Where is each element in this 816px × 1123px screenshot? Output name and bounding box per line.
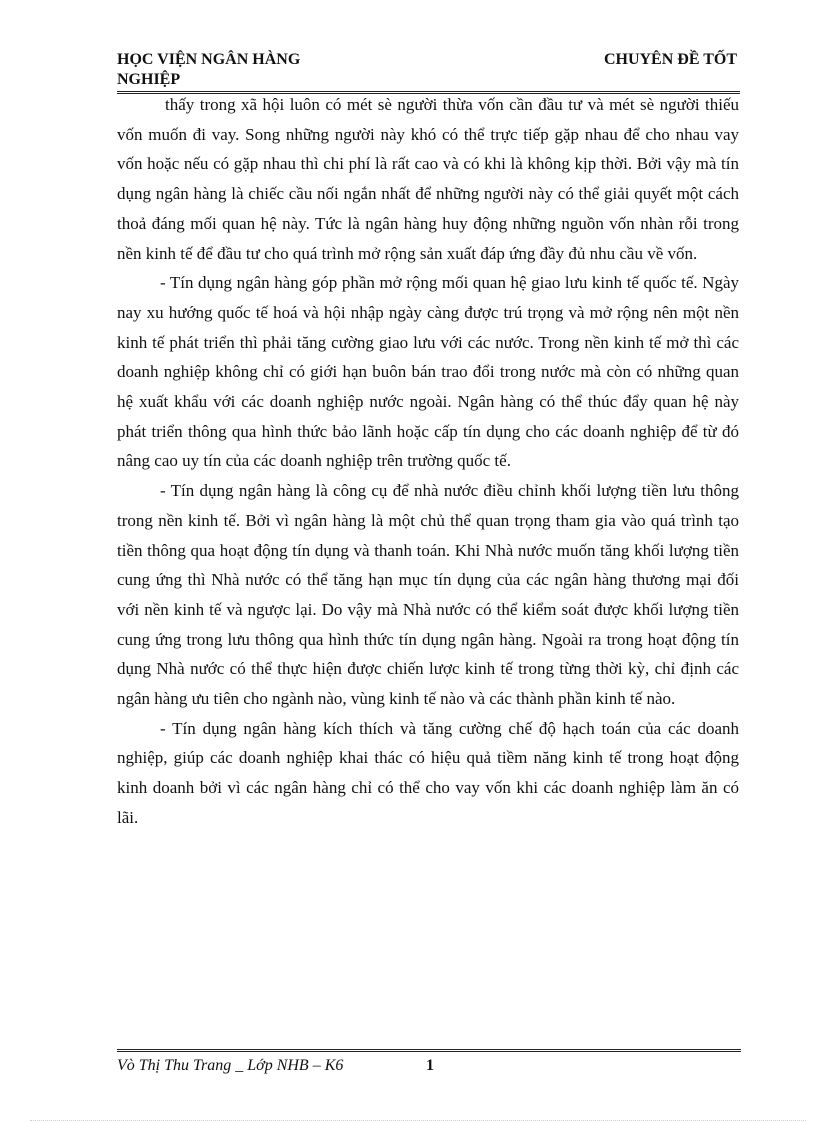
paragraph-international-relations: - Tín dụng ngân hàng góp phần mở rộng mối quan hệ giao lưu kinh tế quốc tế. Ngày nay xu hướng quốc tế hoá và hội nhập ngày càng được trú trọng và mở rộng nên một nền kinh tế phát triển thì phải tăng cường giao lưu với các nước. Trong nền kinh tế mở thì các doanh nghiệp không chỉ có giới hạn buôn bán trao đổi trong nước mà còn có những quan hệ xuất khẩu với các doanh nghiệp nước ngoài. Ngân hàng có thể thúc đẩy quan hệ này phát triển thông qua hình thức bảo lãnh hoặc cấp tín dụng cho các doanh nghiệp để từ đó nâng cao uy tín của các doanh nghiệp trên trường quốc tế. (117, 273, 739, 471)
footer-divider (117, 1049, 741, 1052)
page-bottom-edge (30, 1120, 806, 1121)
document-body (117, 90, 739, 833)
page-number: 1 (426, 1057, 434, 1074)
paragraph-business-accounting: - Tín dụng ngân hàng kích thích và tăng cường chế độ hạch toán của các doanh nghiệp, giúp các doanh nghiệp khai thác có hiệu quả tiềm năng kinh tế trong hoạt động kinh doanh bởi vì các ngân hàng chỉ có thể cho vay vốn khi các doanh nghiệp làm ăn có lãi. (117, 718, 739, 827)
paragraph-money-supply: - Tín dụng ngân hàng là công cụ để nhà nước điều chỉnh khối lượng tiền lưu thông trong nền kinh tế. Bởi vì ngân hàng là một chủ thể quan trọng tham gia vào quá trình tạo tiền thông qua hoạt động tín dụng và thanh toán. Khi Nhà nước muốn tăng khối lượng tiền cung ứng thì Nhà nước có thể tăng hạn mục tín dụng của các ngân hàng thương mại đối với nền kinh tế và ngược lại. Do vậy mà Nhà nước có thể kiểm soát được khối lượng tiền cung ứng trong lưu thông qua hình thức tín dụng ngân hàng. Ngoài ra trong hoạt động tín dụng Nhà nước có thể thực hiện được chiến lược kinh tế trong từng thời kỳ, chỉ định các ngân hàng ưu tiên cho ngành nào, vùng kinh tế nào và các thành phần kinh tế nào. (117, 481, 739, 709)
footer-author: Vò Thị Thu Trang _ Lớp NHB – K6 (117, 1057, 344, 1074)
header-title-wrap: NGHIỆP (117, 71, 181, 88)
header-document-title: CHUYÊN ĐỀ TỐT (603, 51, 737, 68)
paragraph-continuation: thấy trong xã hội luôn có mét sè người thừa vốn cần đầu tư và mét sè người thiếu vốn muốn đi vay. Song những người này khó có thể trực tiếp gặp nhau để cho nhau vay vốn hoặc nếu có gặp nhau thì chi phí là rất cao và có khi là không kịp thời. Bởi vậy mà tín dụng ngân hàng là chiếc cầu nối ngắn nhất để những người này có thể giải quyết một cách thoả đáng mối quan hệ này. Tức là ngân hàng huy động những nguồn vốn nhàn rỗi trong nền kinh tế để đầu tư cho quá trình mở rộng sản xuất đáp ứng đầy đủ nhu cầu về vốn. (117, 95, 739, 263)
page-footer (117, 1056, 737, 1076)
header-institution-name: HỌC VIỆN NGÂN HÀNG (117, 51, 301, 68)
header-institution (117, 50, 417, 90)
